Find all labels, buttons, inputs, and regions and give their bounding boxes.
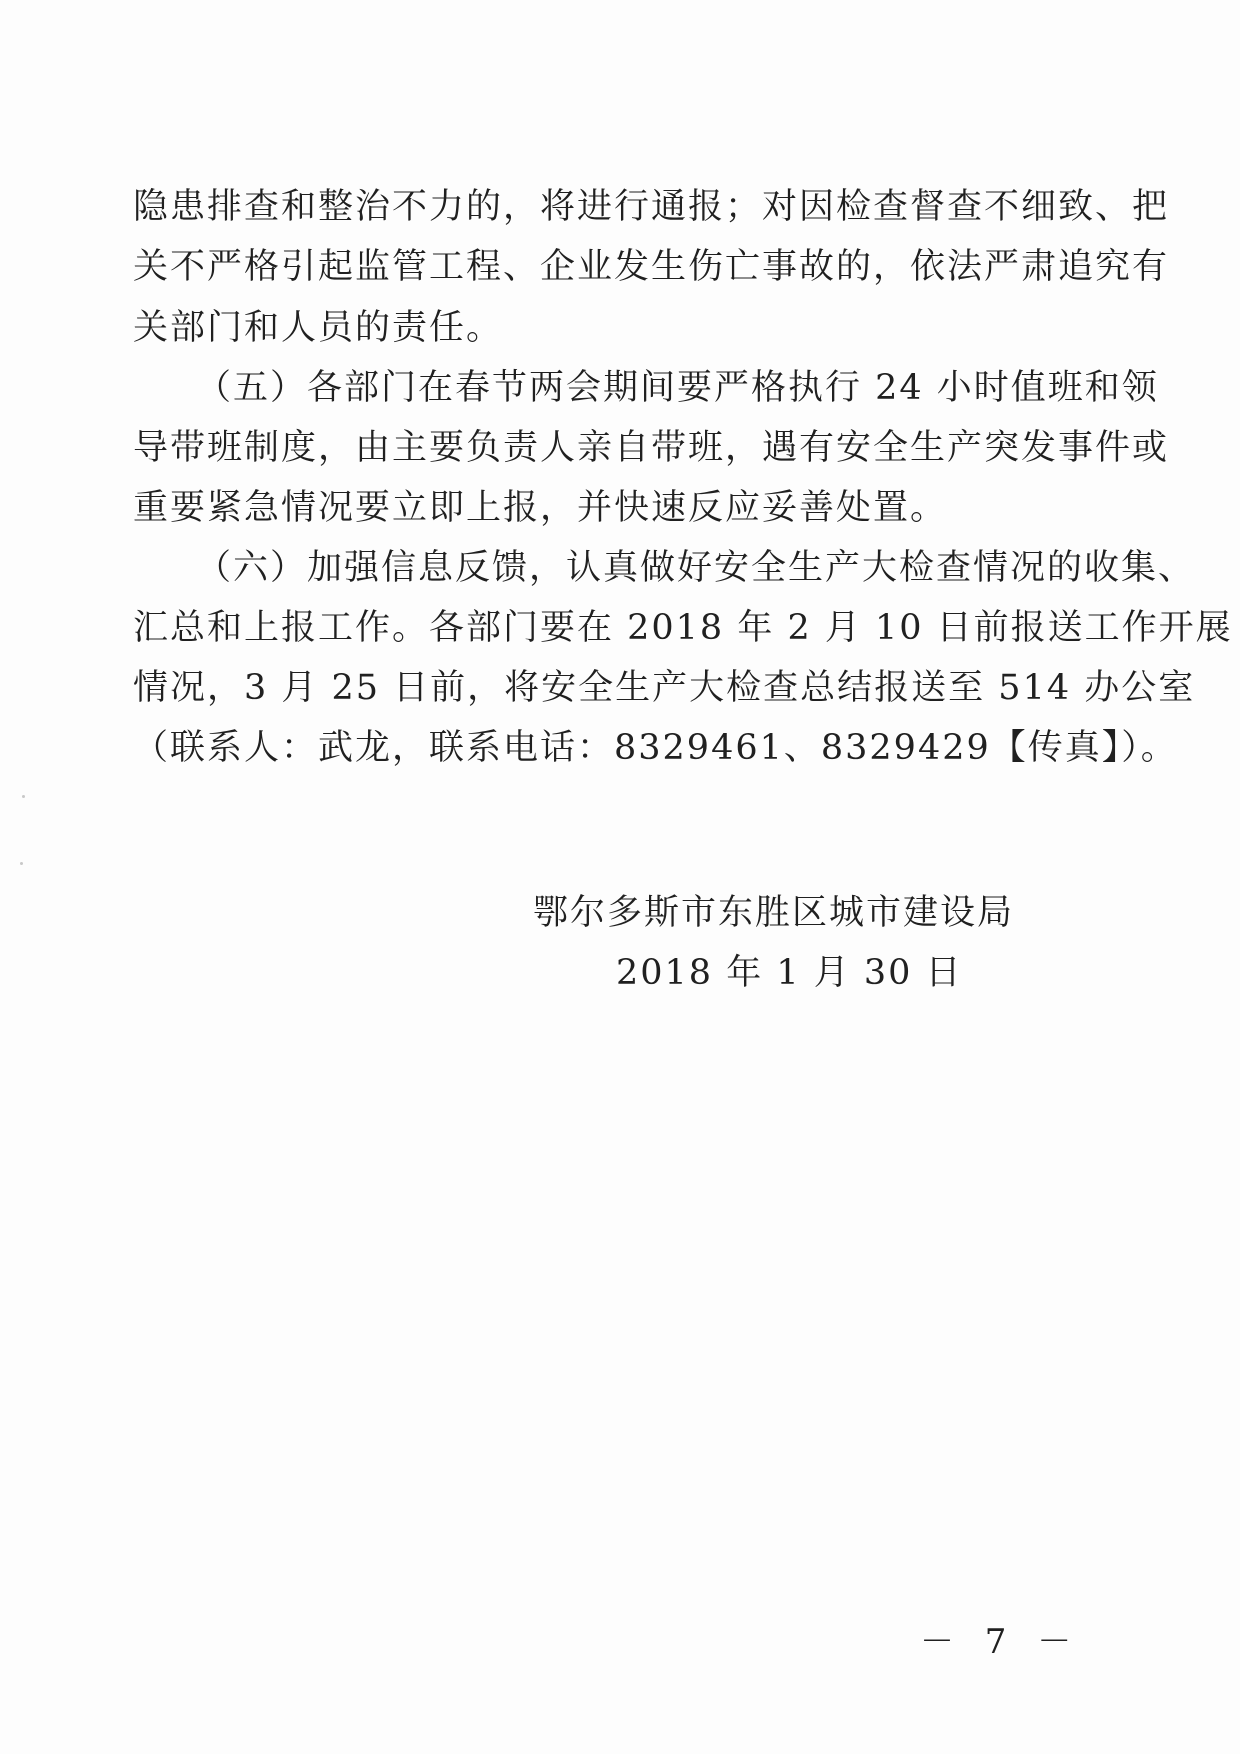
body-line-4: （五）各部门在春节两会期间要严格执行 24 小时值班和领	[196, 368, 1159, 408]
body-line-9: 情况，3 月 25 日前，将安全生产大检查总结报送至 514 办公室	[133, 668, 1196, 708]
body-line-10: （联系人：武龙，联系电话：8329461、8329429【传真】）。	[133, 728, 1178, 768]
scan-speck	[20, 862, 23, 865]
scan-speck	[22, 795, 25, 798]
signature-date: 2018 年 1 月 30 日	[616, 953, 963, 993]
body-line-8: 汇总和上报工作。各部门要在 2018 年 2 月 10 日前报送工作开展	[133, 608, 1233, 648]
body-line-6: 重要紧急情况要立即上报，并快速反应妥善处置。	[133, 488, 948, 528]
body-line-7: （六）加强信息反馈，认真做好安全生产大检查情况的收集、	[196, 548, 1196, 588]
page-number: － 7 －	[920, 1622, 1082, 1662]
body-line-3: 关部门和人员的责任。	[133, 308, 504, 348]
signature-organization: 鄂尔多斯市东胜区城市建设局	[533, 893, 1015, 933]
body-line-2: 关不严格引起监管工程、企业发生伤亡事故的，依法严肃追究有	[133, 247, 1170, 287]
body-line-5: 导带班制度，由主要负责人亲自带班，遇有安全生产突发事件或	[133, 428, 1170, 468]
body-line-1: 隐患排查和整治不力的，将进行通报；对因检查督查不细致、把	[133, 187, 1170, 227]
